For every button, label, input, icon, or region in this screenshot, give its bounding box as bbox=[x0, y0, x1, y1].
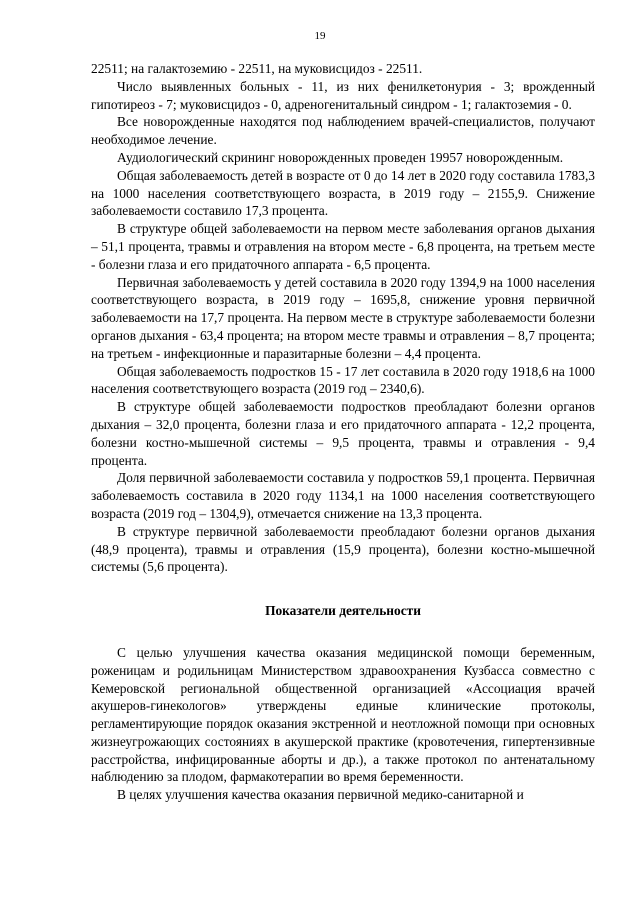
paragraph-primary-care-quality: В целях улучшения качества оказания первичной медико-санитарной и bbox=[117, 787, 524, 803]
paragraph-teen-total-morbidity: Общая заболеваемость подростков 15 - 17 лет составила в 2020 году 1918,6 на 1000 населения соответствующего возраста (2019 год – 2340,6). bbox=[91, 363, 595, 397]
paragraph-teen-primary-structure: В структуре первичной заболеваемости преобладают болезни органов дыхания (48,9 процента), травмы и отравления (15,9 процента), болезни костно-мышечной системы (5,6 процента). bbox=[91, 523, 595, 575]
paragraph-screening-continuation: 22511; на галактоземию - 22511, на муковисцидоз - 22511. bbox=[91, 61, 423, 76]
paragraph-children-morbidity-structure: В структуре общей заболеваемости на первом месте заболевания органов дыхания – 51,1 процента, травмы и отравления на втором месте - 6,8 процента, на третьем месте - болезни глаза и его придаточного аппарата - 6,5 процента. bbox=[91, 221, 595, 272]
paragraph-specialist-observation: Все новорожденные находятся под наблюдением врачей-специалистов, получают необходимое лечение. bbox=[91, 114, 595, 148]
paragraph-children-total-morbidity: Общая заболеваемость детей в возрасте от 0 до 14 лет в 2020 году составила 1783,3 на 1000 населения соответствующего возраста, в 2019 году – 2155,9. Снижение заболеваемости составило 17,3 процента. bbox=[91, 167, 595, 219]
page-number: 19 bbox=[314, 30, 326, 42]
paragraph-teen-morbidity-structure: В структуре общей заболеваемости подростков преобладают болезни органов дыхания – 32,0 процента, болезни глаза и его придаточного аппарата - 12,2 процента, болезни костно-мышечной системы – 9,5 процента, травмы и отравления - 9,4 процента. bbox=[91, 399, 595, 468]
section-title: Показатели деятельности bbox=[265, 603, 421, 619]
paragraph-children-primary-morbidity: Первичная заболеваемость у детей составила в 2020 году 1394,9 на 1000 населения соответствующего возраста, в 2019 году – 1695,8, снижение уровня первичной заболеваемости на 17,7 процента. На первом месте в структуре заболеваемости болезни органов дыхания - 63,4 процента; на втором месте травмы и отравления – 8,7 процента; на третьем - инфекционные и паразитарные болезни – 4,4 процента. bbox=[91, 274, 595, 361]
paragraph-teen-primary-share: Доля первичной заболеваемости составила у подростков 59,1 процента. Первичная заболеваемость составила в 2020 году 1134,1 на 1000 населения соответствующего возраста (2019 год – 1304,9), отмечается снижение на 13,3 процента. bbox=[91, 470, 595, 521]
paragraph-audiological-screening: Аудиологический скрининг новорожденных проведен 19957 новорожденным. bbox=[117, 149, 564, 165]
document-body bbox=[91, 60, 595, 804]
paragraph-detected-patients: Число выявленных больных - 11, из них фенилкетонурия - 3; врожденный гипотиреоз - 7; муковисцидоз - 0, адреногенитальный синдром - 1; галактоземия - 0. bbox=[91, 78, 595, 112]
paragraph-clinical-protocols: С целью улучшения качества оказания медицинской помощи беременным, роженицам и родильницам Министерством здравоохранения Кузбасса совместно с Кемеровской региональной общественной организацией «Ассоциация врачей акушеров-гинекологов» утверждены единые клинические протоколы, регламентирующие порядок оказания экстренной и неотложной помощи при основных жизнеугрожающих состояниях в акушерской практике (кровотечения, гипертензивные расстройства, инфицированные аборты и др.), а также протокол по антенатальному наблюдению за плодом, фармакотерапии во время беременности. bbox=[91, 644, 595, 785]
